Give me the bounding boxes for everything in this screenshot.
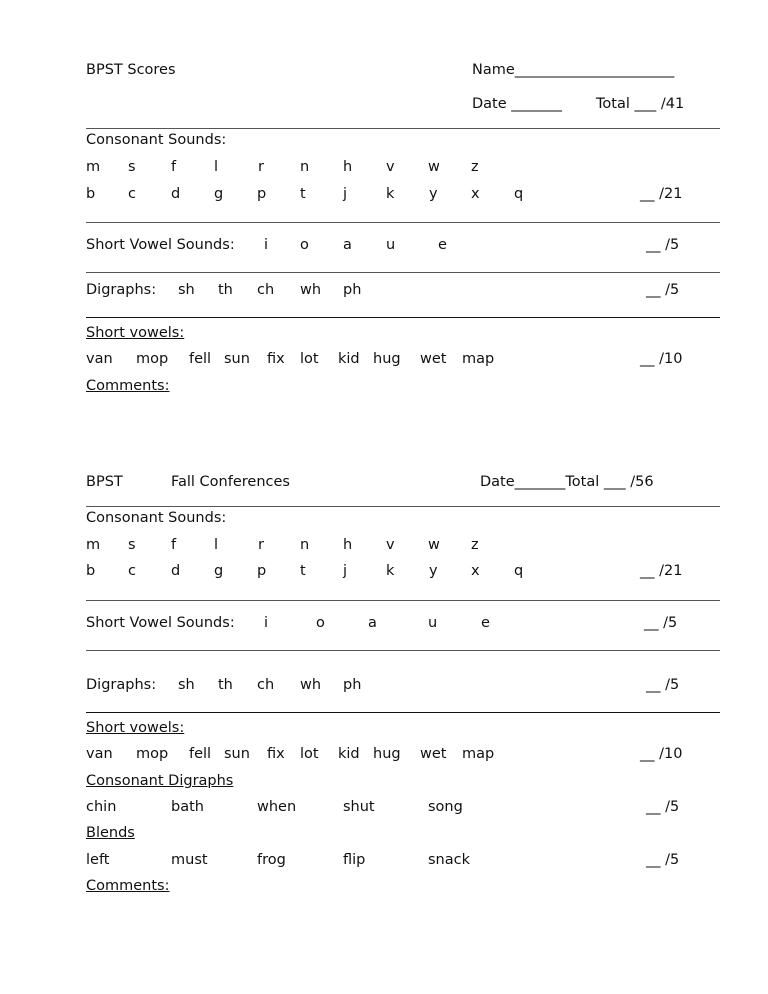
letter: k bbox=[386, 186, 395, 202]
consonant-digraphs-score: __ /5 bbox=[646, 799, 680, 815]
letter: q bbox=[514, 186, 524, 202]
word: mop bbox=[136, 746, 169, 762]
word: map bbox=[462, 746, 495, 762]
letter: v bbox=[386, 159, 395, 175]
letter: d bbox=[171, 563, 181, 579]
letter: c bbox=[128, 563, 136, 579]
form-title: BPST bbox=[86, 474, 123, 490]
digraphs-score: __ /5 bbox=[646, 677, 680, 693]
letter: g bbox=[214, 186, 224, 202]
digraph: th bbox=[218, 677, 233, 693]
digraphs-score: __ /5 bbox=[646, 282, 680, 298]
letter: w bbox=[428, 159, 440, 175]
consonant-score: __ /21 bbox=[640, 563, 683, 579]
digraph: th bbox=[218, 282, 233, 298]
letter: r bbox=[258, 159, 264, 175]
short-vowel-score: __ /5 bbox=[646, 237, 680, 253]
letter: m bbox=[86, 537, 101, 553]
short-vowel-score: __ /5 bbox=[644, 615, 678, 631]
letter: o bbox=[316, 615, 325, 631]
word: van bbox=[86, 351, 113, 367]
letter: h bbox=[343, 159, 353, 175]
word: left bbox=[86, 852, 110, 868]
letter: d bbox=[171, 186, 181, 202]
date-field: Date _______ bbox=[472, 96, 563, 112]
letter: r bbox=[258, 537, 264, 553]
word: van bbox=[86, 746, 113, 762]
divider bbox=[86, 317, 720, 318]
letter: o bbox=[300, 237, 309, 253]
divider bbox=[86, 650, 720, 651]
divider bbox=[86, 506, 720, 507]
divider bbox=[86, 712, 720, 713]
divider bbox=[86, 600, 720, 601]
word: kid bbox=[338, 351, 360, 367]
letter: w bbox=[428, 537, 440, 553]
letter: a bbox=[368, 615, 377, 631]
word: when bbox=[257, 799, 297, 815]
digraph: sh bbox=[178, 282, 195, 298]
word: map bbox=[462, 351, 495, 367]
letter: b bbox=[86, 563, 96, 579]
letter: z bbox=[471, 537, 479, 553]
letter: p bbox=[257, 186, 267, 202]
word: chin bbox=[86, 799, 117, 815]
word: lot bbox=[300, 746, 319, 762]
divider bbox=[86, 222, 720, 223]
word: snack bbox=[428, 852, 470, 868]
word: fix bbox=[267, 351, 285, 367]
letter: z bbox=[471, 159, 479, 175]
word: sun bbox=[224, 351, 250, 367]
letter: u bbox=[428, 615, 438, 631]
letter: y bbox=[429, 186, 438, 202]
word: must bbox=[171, 852, 208, 868]
word: frog bbox=[257, 852, 286, 868]
word: wet bbox=[420, 746, 447, 762]
letter: l bbox=[214, 537, 219, 553]
word: sun bbox=[224, 746, 250, 762]
divider bbox=[86, 128, 720, 129]
letter: f bbox=[171, 537, 177, 553]
digraphs-label: Digraphs: bbox=[86, 282, 157, 298]
consonant-digraphs-heading: Consonant Digraphs bbox=[86, 773, 234, 789]
digraph: ch bbox=[257, 677, 275, 693]
word: fell bbox=[189, 746, 212, 762]
word: bath bbox=[171, 799, 204, 815]
short-vowel-sounds-label: Short Vowel Sounds: bbox=[86, 237, 235, 253]
letter: b bbox=[86, 186, 96, 202]
letter: i bbox=[264, 615, 269, 631]
word: mop bbox=[136, 351, 169, 367]
letter: l bbox=[214, 159, 219, 175]
consonant-score: __ /21 bbox=[640, 186, 683, 202]
date-total-field: Date_______Total ___ /56 bbox=[480, 474, 654, 490]
letter: a bbox=[343, 237, 352, 253]
word: fell bbox=[189, 351, 212, 367]
letter: e bbox=[481, 615, 490, 631]
letter: q bbox=[514, 563, 524, 579]
letter: m bbox=[86, 159, 101, 175]
letter: i bbox=[264, 237, 269, 253]
digraph: ch bbox=[257, 282, 275, 298]
digraph: ph bbox=[343, 677, 362, 693]
name-field: Name______________________ bbox=[472, 62, 675, 78]
form-subtitle: Fall Conferences bbox=[171, 474, 290, 490]
letter: t bbox=[300, 186, 306, 202]
short-vowel-words-score: __ /10 bbox=[640, 351, 683, 367]
letter: g bbox=[214, 563, 224, 579]
letter: s bbox=[128, 159, 136, 175]
digraph: sh bbox=[178, 677, 195, 693]
comments-label: Comments: bbox=[86, 878, 170, 894]
consonant-sounds-heading: Consonant Sounds: bbox=[86, 132, 227, 148]
word: fix bbox=[267, 746, 285, 762]
letter: x bbox=[471, 186, 480, 202]
digraph: ph bbox=[343, 282, 362, 298]
short-vowels-heading: Short vowels: bbox=[86, 720, 185, 736]
consonant-sounds-heading: Consonant Sounds: bbox=[86, 510, 227, 526]
letter: h bbox=[343, 537, 353, 553]
total-score: Total ___ /41 bbox=[596, 96, 685, 112]
letter: v bbox=[386, 537, 395, 553]
letter: t bbox=[300, 563, 306, 579]
digraph: wh bbox=[300, 677, 322, 693]
letter: e bbox=[438, 237, 447, 253]
letter: f bbox=[171, 159, 177, 175]
letter: k bbox=[386, 563, 395, 579]
letter: u bbox=[386, 237, 396, 253]
word: lot bbox=[300, 351, 319, 367]
short-vowel-words-score: __ /10 bbox=[640, 746, 683, 762]
digraph: wh bbox=[300, 282, 322, 298]
letter: p bbox=[257, 563, 267, 579]
word: wet bbox=[420, 351, 447, 367]
comments-label: Comments: bbox=[86, 378, 170, 394]
letter: c bbox=[128, 186, 136, 202]
letter: y bbox=[429, 563, 438, 579]
word: hug bbox=[373, 746, 401, 762]
blends-heading: Blends bbox=[86, 825, 135, 841]
letter: j bbox=[343, 563, 348, 579]
form-title: BPST Scores bbox=[86, 62, 176, 78]
word: kid bbox=[338, 746, 360, 762]
short-vowel-sounds-label: Short Vowel Sounds: bbox=[86, 615, 235, 631]
letter: x bbox=[471, 563, 480, 579]
letter: s bbox=[128, 537, 136, 553]
letter: j bbox=[343, 186, 348, 202]
short-vowels-heading: Short vowels: bbox=[86, 325, 185, 341]
word: flip bbox=[343, 852, 366, 868]
word: shut bbox=[343, 799, 375, 815]
digraphs-label: Digraphs: bbox=[86, 677, 157, 693]
word: hug bbox=[373, 351, 401, 367]
word: song bbox=[428, 799, 463, 815]
blends-score: __ /5 bbox=[646, 852, 680, 868]
divider bbox=[86, 272, 720, 273]
letter: n bbox=[300, 537, 310, 553]
letter: n bbox=[300, 159, 310, 175]
